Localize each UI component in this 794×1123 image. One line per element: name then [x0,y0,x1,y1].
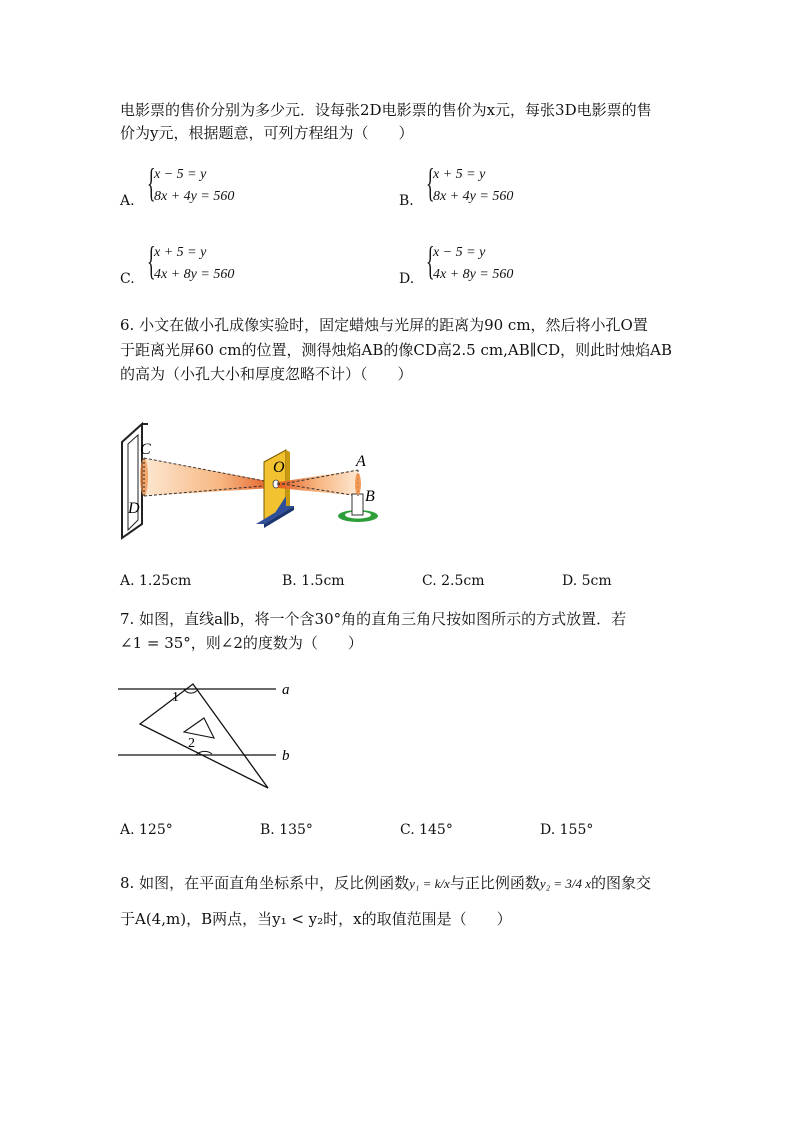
equation-2: 4x + 8y = 560 [433,267,514,282]
label-angle-2: 2 [188,736,195,751]
q8-text-part2: 与正比例函数 [449,874,540,892]
y1-expression: y₁ = k/x [409,876,450,891]
equation-system [154,164,234,208]
equation-2: 8x + 4y = 560 [433,189,514,204]
equation-1: x + 5 = y [433,167,486,182]
option-letter: B. [399,193,414,209]
brace-icon: { [147,238,156,283]
q5-intro-line2: 价为y元，根据题意，可列方程组为（ ） [120,124,414,142]
q7-text-line1: 7. 如图，直线a∥b，将一个含30°角的直角三角尺按如图所示的方式放置．若 [120,610,627,628]
triangle-ruler-inner [184,718,214,738]
q7-option-b[interactable]: B. 135° [260,822,313,838]
label-b: B [365,488,375,505]
label-a: A [356,453,366,470]
q8-text-part3: 的图象交 [591,874,652,892]
q6-text-line2: 于距离光屏60 cm的位置，测得烛焰AB的像CD高2.5 cm,AB∥CD，则此时烛焰AB [120,341,672,359]
equation-2: 4x + 8y = 560 [154,267,235,282]
label-d: D [128,500,140,517]
q8-text-line1 [120,873,651,894]
q6-option-a[interactable]: A. 1.25cm [120,573,192,589]
q6-option-d[interactable]: D. 5cm [562,573,612,589]
label-angle-1: 1 [172,690,179,705]
brace-icon: { [426,238,435,283]
label-c: C [140,441,151,458]
brace-icon: { [147,160,156,205]
option-letter: C. [120,271,135,287]
q7-option-c[interactable]: C. 145° [400,822,453,838]
q5-intro-line1: 电影票的售价分别为多少元．设每张2D电影票的售价为x元，每张3D电影票的售 [120,101,652,119]
equation-1: x − 5 = y [154,167,207,182]
option-letter: D. [399,271,415,287]
q7-text-line2: ∠1 = 35°，则∠2的度数为（ ） [120,634,363,652]
option-letter: A. [120,193,135,209]
pinhole-camera-figure [118,420,398,545]
q7-option-a[interactable]: A. 125° [120,822,173,838]
y2-expression: y₂ = 3/4 x [539,876,592,891]
q6-text-line1: 6. 小文在做小孔成像实验时，固定蜡烛与光屏的距离为90 cm，然后将小孔O置 [120,316,648,334]
q6-text-line3: 的高为（小孔大小和厚度忽略不计）（ ） [120,365,413,383]
q8-text-part1: 8. 如图，在平面直角坐标系中，反比例函数 [120,874,410,892]
q6-option-c[interactable]: C. 2.5cm [422,573,485,589]
flame-icon [355,473,361,495]
q7-option-d[interactable]: D. 155° [540,822,594,838]
label-line-a: a [282,682,290,698]
label-o: O [273,459,285,476]
equation-1: x − 5 = y [433,245,486,260]
equation-2: 8x + 4y = 560 [154,189,235,204]
equation-1: x + 5 = y [154,245,207,260]
q8-text-line2: 于A(4,m)，B两点，当y₁ < y₂时，x的取值范围是（ ） [120,910,512,928]
q6-option-b[interactable]: B. 1.5cm [282,573,345,589]
equation-system [433,164,513,208]
label-line-b: b [282,748,290,764]
equation-system [154,242,234,286]
triangle-ruler-figure [118,676,298,798]
brace-icon: { [426,160,435,205]
light-beam-left [144,458,273,496]
equation-system [433,242,513,286]
